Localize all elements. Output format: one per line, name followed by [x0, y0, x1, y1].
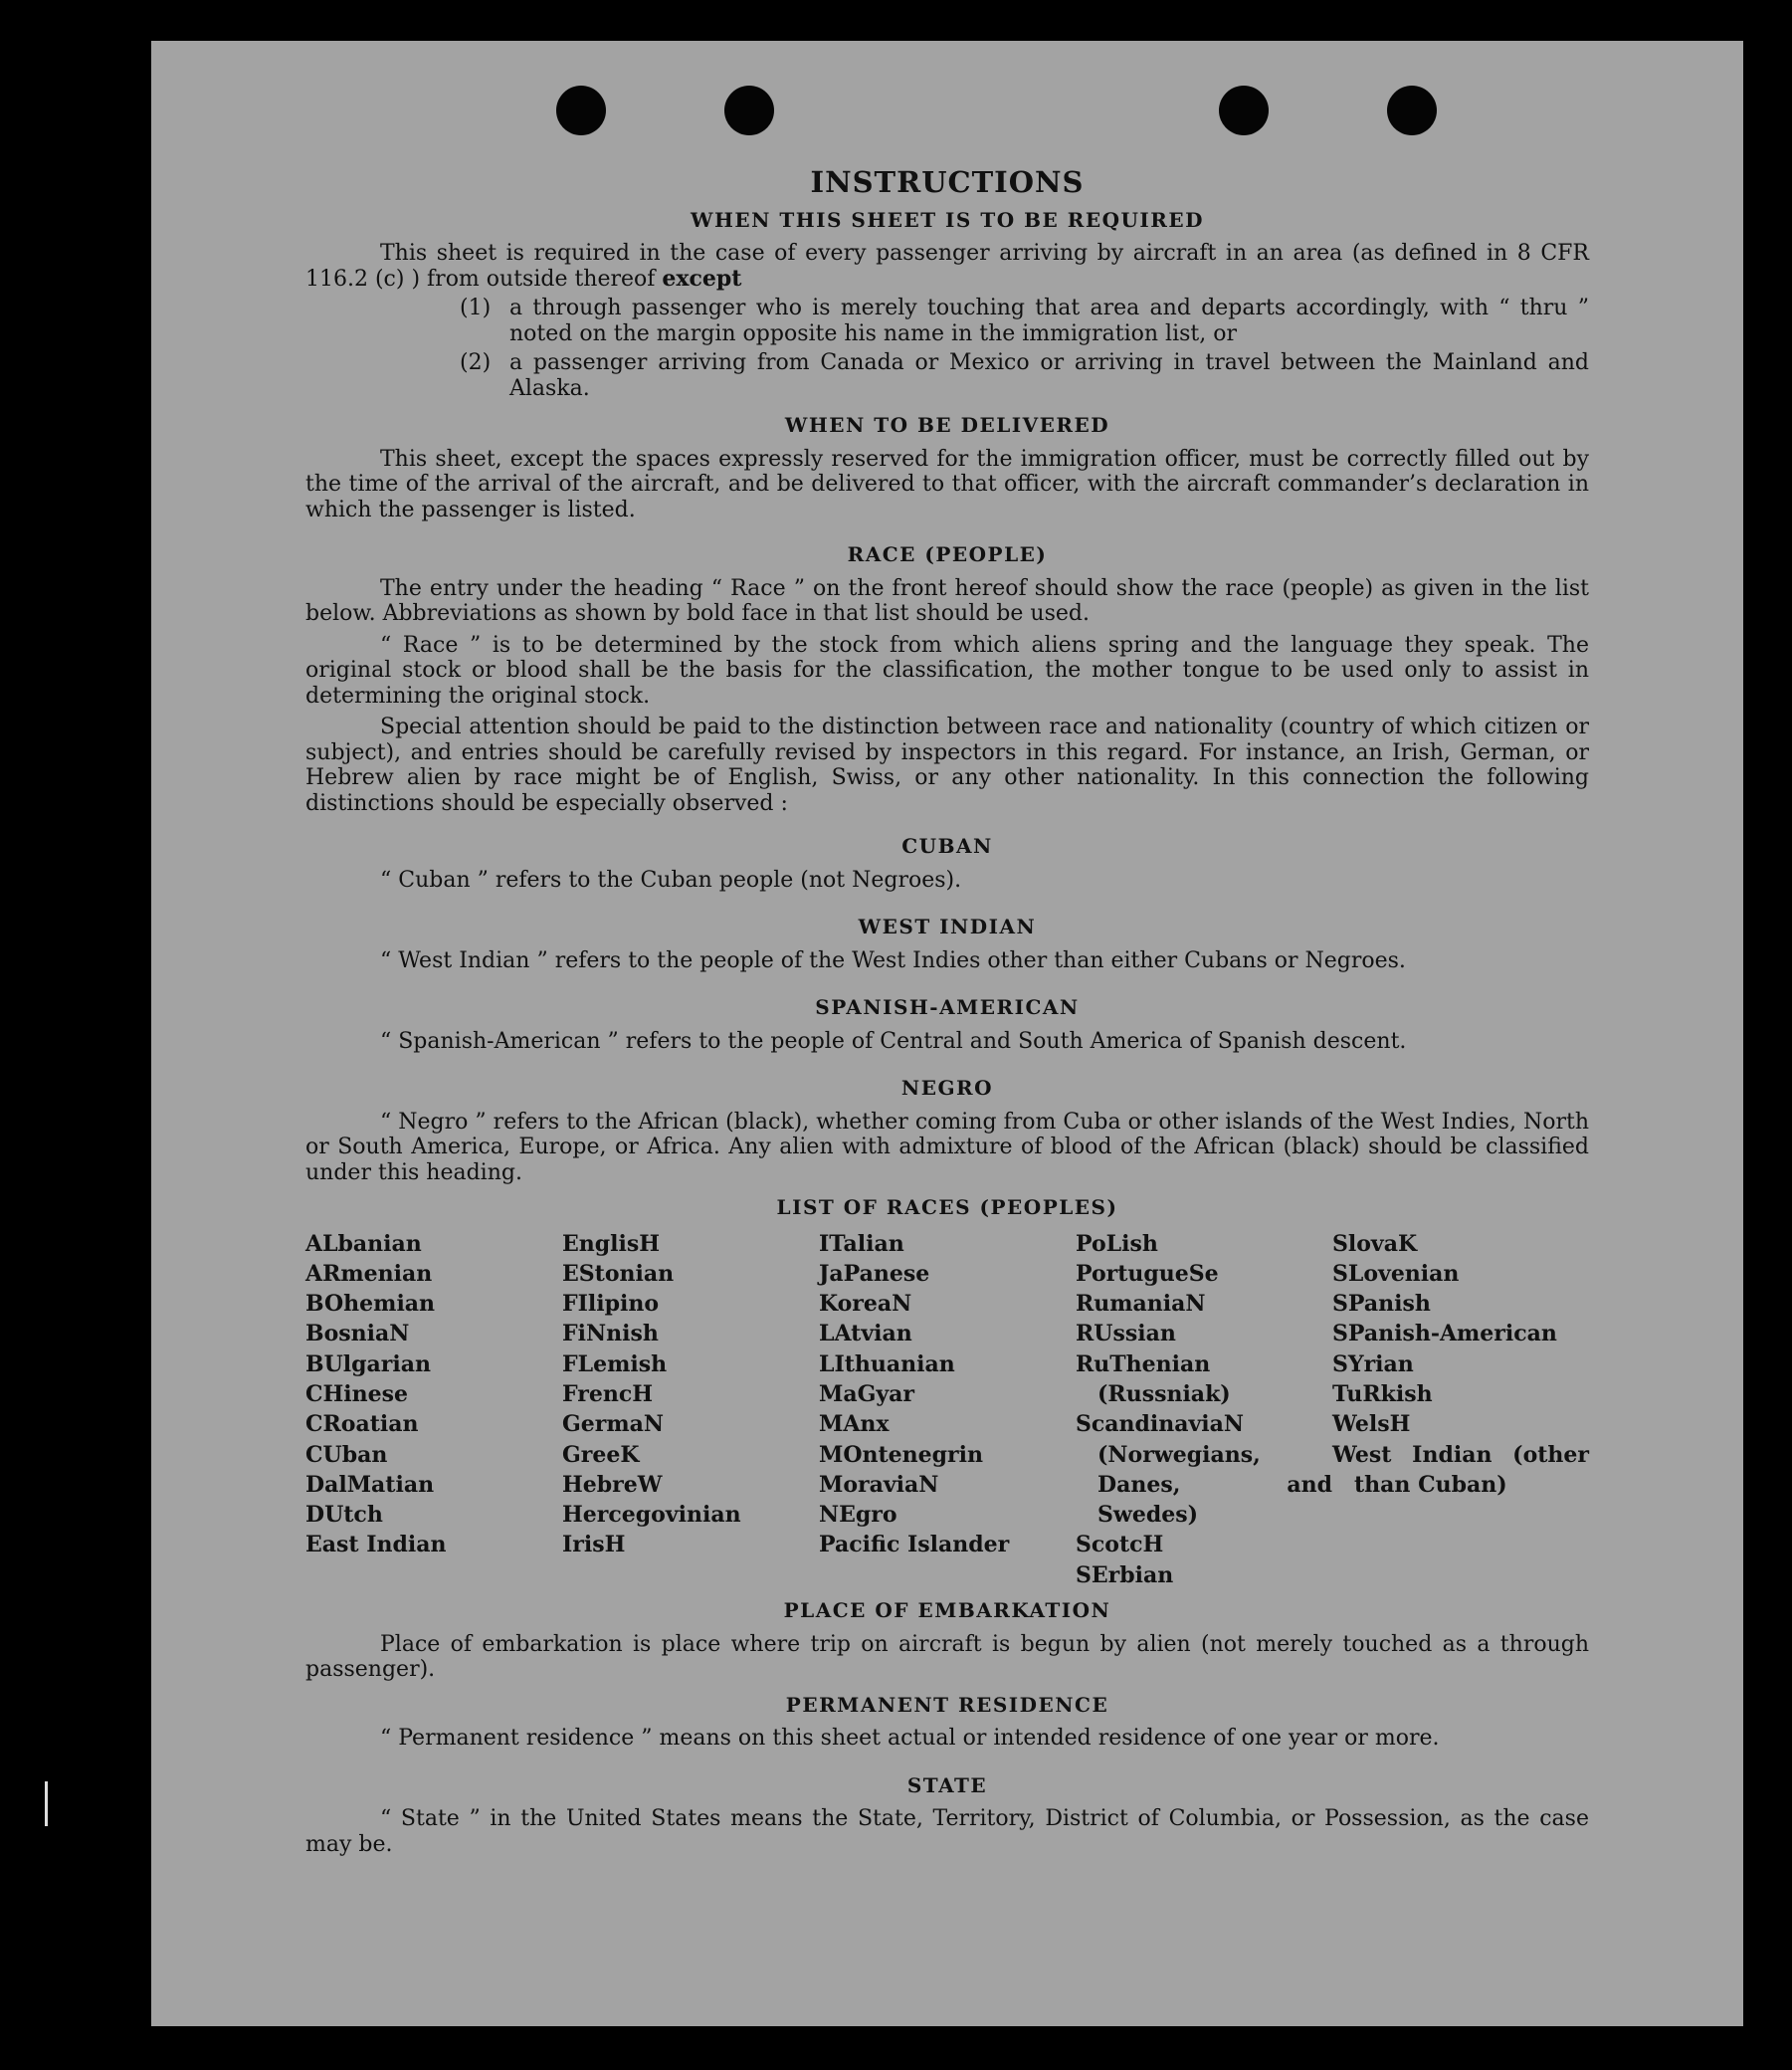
race-item: MOntenegrin: [819, 1441, 983, 1468]
race-item: BosniaN: [305, 1321, 410, 1347]
race-paragraph-3: Special attention should be paid to the distinction between race and nationality (country of which citizen or subject), and entries should be carefully revised by inspectors in this regard. For instance, an Irish, German, or Hebrew alien by race might be of English, Swiss, or any other nationality. In this connection the following distinctions should be especially observed :: [305, 715, 1589, 816]
race-item: MAnx: [819, 1411, 890, 1438]
race-item: RUssian: [1076, 1321, 1176, 1347]
race-item: EnglisH: [562, 1230, 661, 1257]
race-item: ScotcH: [1076, 1532, 1164, 1558]
race-item: ARmenian: [305, 1260, 433, 1287]
race-item: EStonian: [562, 1260, 675, 1287]
race-item: SYrian: [1332, 1350, 1414, 1377]
race-item: ALbanian: [305, 1230, 422, 1257]
heading-embarkation: PLACE OF EMBARKATION: [783, 1598, 1111, 1623]
item-text: a passenger arriving from Canada or Mexico or arriving in travel between the Mainland and Alaska.: [509, 350, 1589, 401]
race-item: RuThenian (Russniak): [1076, 1350, 1231, 1407]
race-item: DUtch: [305, 1502, 383, 1529]
heading-cuban: CUBAN: [901, 834, 993, 858]
race-item: JaPanese: [819, 1260, 930, 1287]
except-word: except: [662, 265, 742, 292]
race-item: BOhemian: [305, 1291, 436, 1318]
race-item: SlovaK: [1332, 1230, 1418, 1257]
item-text: a through passenger who is merely touching that area and departs accordingly, with “ thru ” noted on the margin opposite his name in the immigration list, or: [509, 296, 1589, 346]
race-item: CHinese: [305, 1380, 409, 1407]
item-number: (1): [460, 296, 492, 320]
heading-negro: NEGRO: [900, 1076, 994, 1100]
exception-item: [460, 350, 1589, 401]
race-item: NEgro: [819, 1502, 897, 1529]
race-item: MoraviaN: [819, 1471, 939, 1498]
document-page: [151, 41, 1743, 2026]
punch-hole: [556, 86, 606, 135]
race-item: SPanish: [1332, 1291, 1431, 1318]
instructions-content: [305, 165, 1589, 1857]
race-item: GreeK: [562, 1441, 640, 1468]
race-paragraph-2: “ Race ” is to be determined by the stock from which aliens spring and the language they speak. The original stock or blood shall be the basis for the classification, the mother tongue to be used only to assist in determining the original stock.: [305, 632, 1589, 709]
punch-hole: [1387, 86, 1437, 135]
heading-spanish-american: SPANISH-AMERICAN: [815, 995, 1080, 1019]
race-item: SPanish-American: [1332, 1321, 1557, 1347]
race-item: MaGyar: [819, 1380, 915, 1407]
race-item: CUban: [305, 1441, 388, 1468]
race-item: FiNnish: [562, 1321, 659, 1347]
when-delivered-text: This sheet, except the spaces expressly reserved for the immigration officer, must be correctly filled out by the time of the arrival of the aircraft, and be delivered to that officer, with the aircraft commander’s declaration in which the passenger is listed.: [305, 446, 1589, 522]
race-item: HebreW: [562, 1471, 663, 1498]
race-item: LAtvian: [819, 1321, 912, 1347]
races-column: [562, 1229, 819, 1591]
race-item: SErbian: [1076, 1561, 1174, 1588]
race-item: FrencH: [562, 1380, 653, 1407]
heading-race: RACE (PEOPLE): [847, 542, 1048, 566]
race-item: West Indian (other than Cuban): [1332, 1441, 1589, 1498]
heading-permanent-residence: PERMANENT RESIDENCE: [785, 1692, 1109, 1717]
race-item: Pacific Islander: [819, 1532, 1010, 1558]
race-item: RumaniaN: [1076, 1291, 1206, 1318]
when-required-text: This sheet is required in the case of every passenger arriving by aircraft in an area (as defined in 8 CFR 116.2 (c) ) from outside thereof except: [305, 241, 1589, 292]
race-item: WelsH: [1332, 1411, 1411, 1438]
race-item: IrisH: [562, 1532, 626, 1558]
race-item: PoLish: [1076, 1230, 1158, 1257]
heading-when-delivered: WHEN TO BE DELIVERED: [784, 413, 1110, 437]
residence-text: “ Permanent residence ” means on this sheet actual or intended residence of one year or more.: [380, 1726, 1440, 1752]
races-column: [1076, 1229, 1332, 1591]
race-item: DalMatian: [305, 1471, 435, 1498]
page-title: INSTRUCTIONS: [810, 165, 1085, 199]
race-item: FLemish: [562, 1350, 668, 1377]
races-column: [819, 1229, 1076, 1591]
scan-edge-mark: [45, 1781, 48, 1826]
heading-west-indian: WEST INDIAN: [858, 915, 1037, 938]
race-item: PortugueSe: [1076, 1260, 1219, 1287]
negro-text: “ Negro ” refers to the African (black), whether coming from Cuba or other islands of the West Indies, North or South America, Europe, or Africa. Any alien with admixture of blood of the African (black) should be classified under this heading.: [305, 1109, 1589, 1185]
race-item: Hercegovinian: [562, 1502, 741, 1529]
race-item: KoreaN: [819, 1291, 912, 1318]
race-paragraph-1: The entry under the heading “ Race ” on the front hereof should show the race (people) as given in the list below. Abbreviations as shown by bold face in that list should be used.: [305, 575, 1589, 626]
race-item: LIthuanian: [819, 1350, 955, 1377]
race-item: GermaN: [562, 1411, 665, 1438]
race-item: East Indian: [305, 1532, 447, 1558]
race-item: FIlipino: [562, 1291, 660, 1318]
heading-when-required: WHEN THIS SHEET IS TO BE REQUIRED: [691, 207, 1204, 232]
race-item: TuRkish: [1332, 1380, 1433, 1407]
cuban-text: “ Cuban ” refers to the Cuban people (not Negroes).: [380, 867, 962, 893]
embarkation-text: Place of embarkation is place where trip on aircraft is begun by alien (not merely touched as a through passenger).: [305, 1631, 1589, 1683]
heading-list-of-races: LIST OF RACES (PEOPLES): [776, 1195, 1118, 1219]
races-list: [305, 1229, 1589, 1591]
spanish-american-text: “ Spanish-American ” refers to the people of Central and South America of Spanish descent.: [380, 1028, 1407, 1054]
punch-hole: [724, 86, 774, 135]
state-text: “ State ” in the United States means the State, Territory, District of Columbia, or Possession, as the case may be.: [305, 1806, 1589, 1857]
race-item: SLovenian: [1332, 1260, 1460, 1287]
heading-state: STATE: [906, 1772, 988, 1797]
item-number: (2): [460, 350, 492, 375]
race-item: CRoatian: [305, 1411, 419, 1438]
race-item: ITalian: [819, 1230, 904, 1257]
races-column: [305, 1229, 562, 1591]
punch-hole: [1219, 86, 1269, 135]
west-indian-text: “ West Indian ” refers to the people of the West Indies other than either Cubans or Negroes.: [380, 947, 1406, 973]
race-item: ScandinaviaN (Norwegians, Danes, and Swedes): [1076, 1411, 1332, 1529]
exception-item: [460, 296, 1589, 346]
races-column: [1332, 1229, 1589, 1591]
race-item: BUlgarian: [305, 1350, 431, 1377]
